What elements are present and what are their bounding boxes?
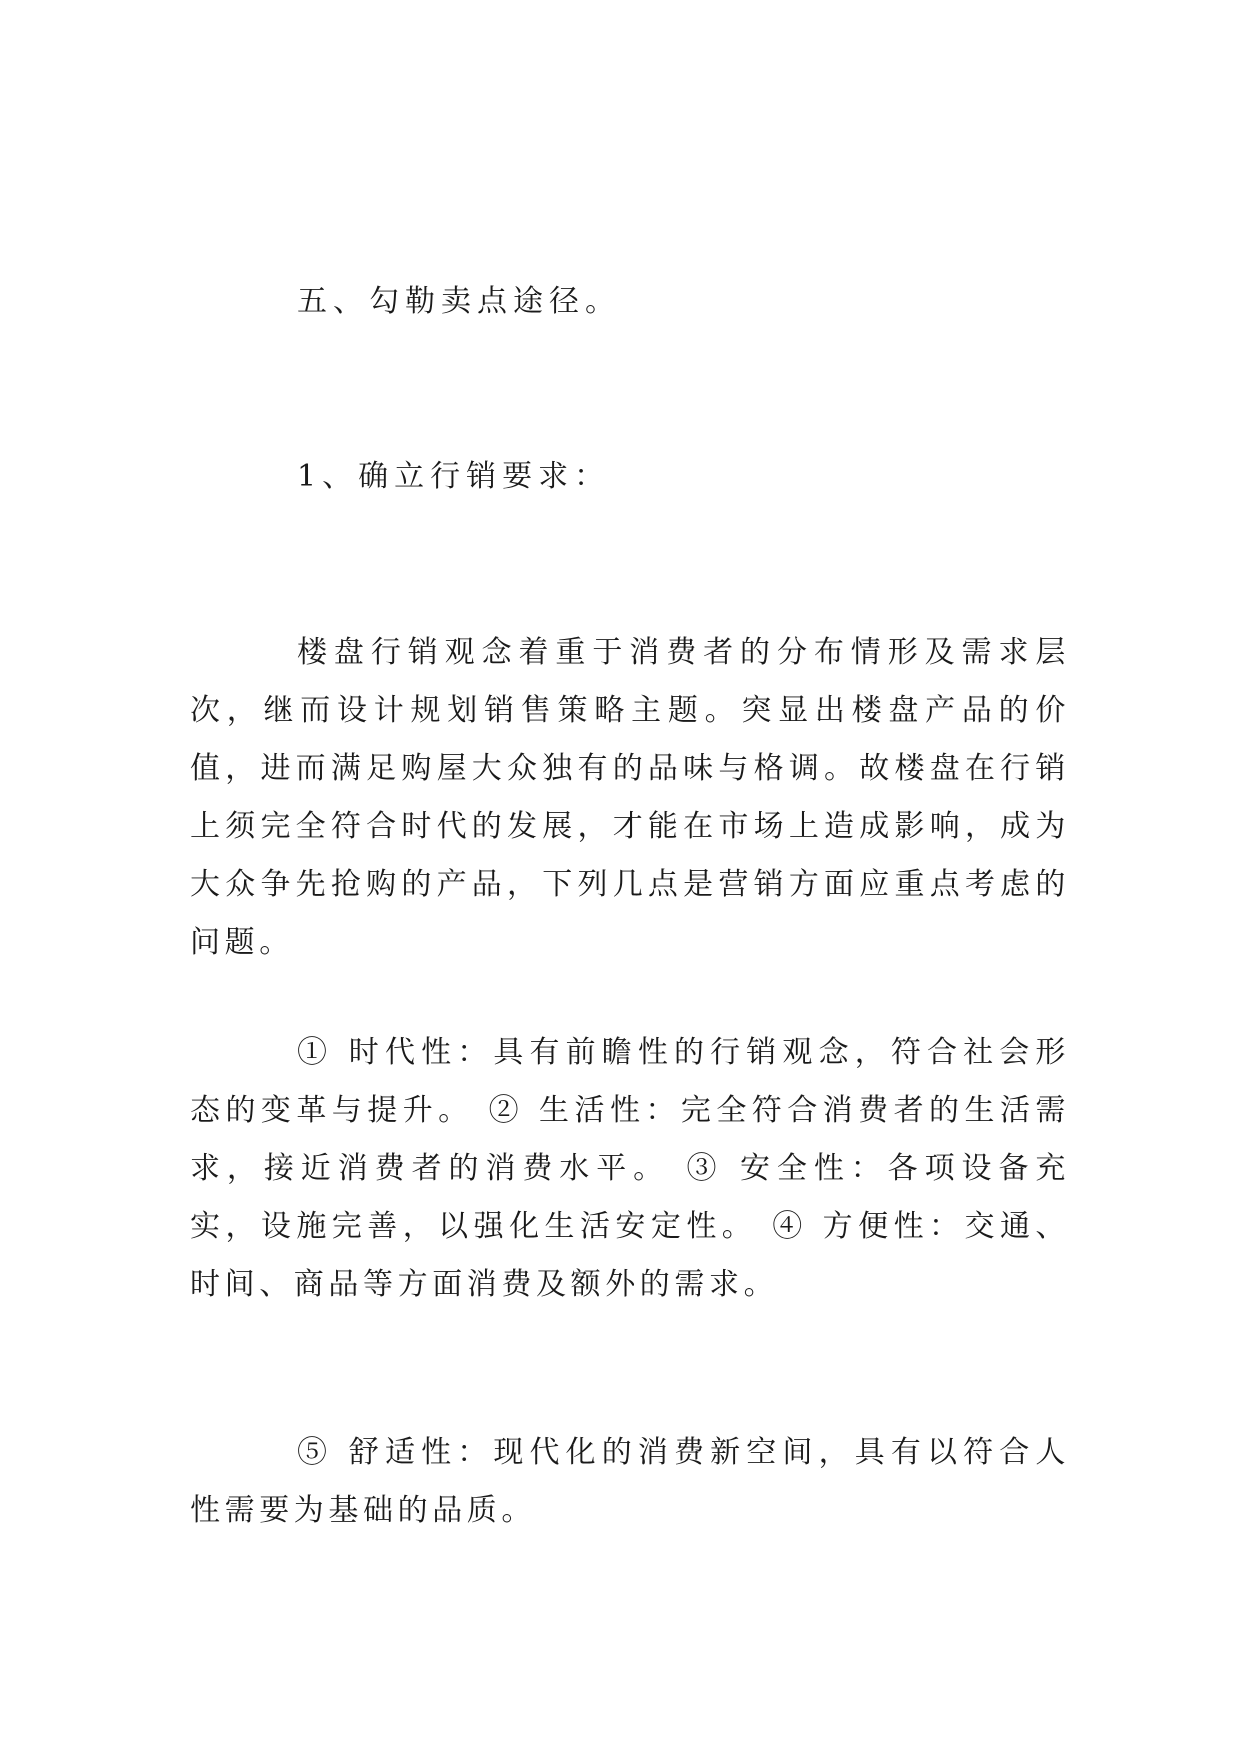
section-heading: 五、勾勒卖点途径。 bbox=[297, 284, 621, 319]
comfort-paragraph: ⑤ 舒适性：现代化的消费新空间，具有以符合人性需要为基础的品质。 bbox=[190, 1435, 1070, 1528]
requirements-list-paragraph: ① 时代性：具有前瞻性的行销观念，符合社会形态的变革与提升。 ② 生活性：完全符合消费者的生活需求，接近消费者的消费水平。 ③ 安全性：各项设备充实，设施完善，以强化生活安定性。 ④ 方便性：交通、时间、商品等方面消费及额外的需求。 bbox=[190, 1035, 1070, 1302]
sub-heading: 1、确立行销要求： bbox=[297, 459, 611, 494]
intro-paragraph: 楼盘行销观念着重于消费者的分布情形及需求层次，继而设计规划销售策略主题。突显出楼盘产品的价值，进而满足购屋大众独有的品味与格调。故楼盘在行销上须完全符合时代的发展，才能在市场上造成影响，成为大众争先抢购的产品，下列几点是营销方面应重点考虑的问题。 bbox=[190, 635, 1070, 960]
